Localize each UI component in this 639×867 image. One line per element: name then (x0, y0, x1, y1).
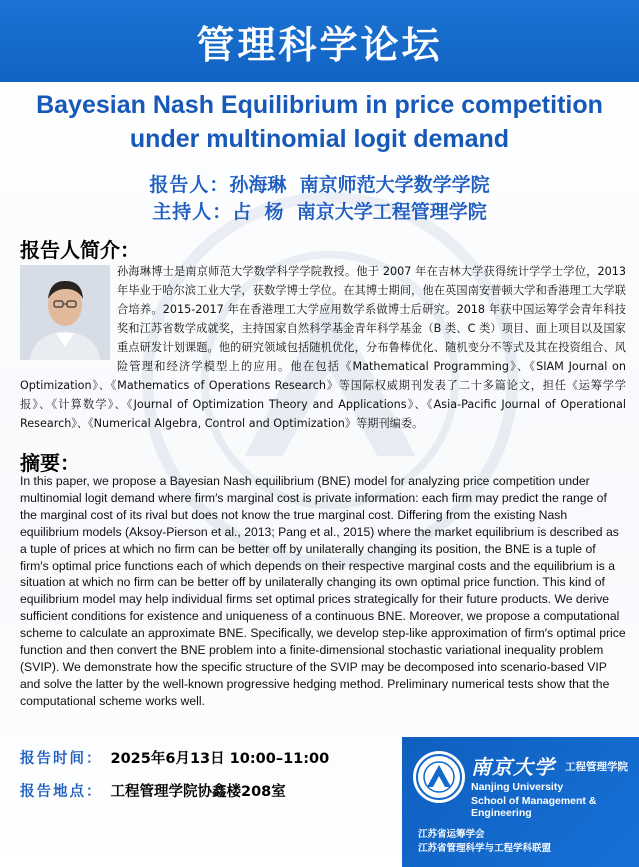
talk-title (0, 88, 639, 156)
photo-spacer (20, 262, 117, 359)
time-row (20, 747, 329, 768)
presenter-value: 孙海琳 南京师范大学数学学院 (229, 174, 490, 196)
talk-title-line-1: Bayesian Nash Equilibrium in price competition (36, 91, 603, 119)
abstract-heading: 摘要： (20, 451, 80, 475)
bio-text: 孙海琳博士是南京师范大学数学科学学院教授。他于 2007 年在吉林大学获得统计学学士学位，2013 年毕业于哈尔滨工业大学，获数学博士学位。在其博士期间，他在英国南安普顿大学和香港理工大学联合培养。2015-2017 年在香港理工大学应用数学系做博士后研究。2018 年获中国运筹学会青年科技奖和江苏省数学成就奖，主持国家自然科学基金青年科学基金（B 类、C 类）项目、面上项目以及国家重点研发计划课题。他的研究领域包括随机优化，分布鲁棒优化、随机变分不等式及其在投资组合、风险管理和经济学模型上的应用。他在包括《Mathematical Programming》、《SIAM Journal on Optimization》、《Mathematics of Operations Research》等国际权威期刊发表了二十多篇论文，担任《运筹学学报》、《计算数学》、《Journal of Optimization Theory and Applications》、《Asia-Pacific Journal of Operational Research》、《Numerical Algebra, Control and Optimization》等期刊编委。 (20, 265, 626, 430)
host-value: 占 杨 南京大学工程管理学院 (232, 201, 487, 223)
time-value: 2025年6月13日 10:00–11:00 (110, 751, 330, 767)
bio-heading: 报告人简介： (20, 238, 140, 262)
logo-university-en: Nanjing University (471, 781, 564, 793)
nju-seal-icon (411, 749, 467, 805)
presenter-label: 报告人： (149, 174, 230, 196)
place-label: 报告地点： (20, 784, 103, 800)
host-label: 主持人： (152, 201, 233, 223)
logo-university-cn: 南京大学 (471, 755, 555, 779)
organizer-1: 江苏省运筹学会 (418, 829, 485, 840)
time-label: 报告时间： (20, 751, 103, 767)
talk-title-line-2: under multinomial logit demand (129, 125, 510, 153)
place-value: 工程管理学院协鑫楼208室 (110, 784, 286, 800)
logo-school-en: School of Management & Engineering (471, 795, 597, 819)
presenter-line (0, 170, 639, 197)
footer (0, 737, 639, 867)
organizer-2: 江苏省管理科学与工程学科联盟 (418, 843, 552, 854)
header-banner (0, 0, 639, 82)
host-line (0, 197, 639, 224)
logo-school-cn: 工程管理学院 (565, 761, 628, 773)
forum-title: 管理科学论坛 (196, 21, 443, 67)
bio-text-block (20, 262, 626, 433)
abstract-text: In this paper, we propose a Bayesian Nash equilibrium (BNE) model for analyzing price competition under multinomial logit demand where firm′s marginal cost is private information: each firm may predict the range of the marginal cost of its rival but does not know the true marginal cost. Differing from the existing Nash equilibrium models (Aksoy-Pierson et al., 2013; Pang et al., 2015) where the market equilibrium is described as a tuple of prices at which no firm can be better off by unilaterally changing its position, the BNE is a tuple of firm′s optimal price functions each of which depends on their respective marginal costs and the equilibrium is a situation at which no firm can be better off by unilaterally changing its own optimal price function. This kind of equilibrium model may help individual firms set optimal prices strategically for their future products. We derive sufficient conditions for existence and uniqueness of a continuous BNE. Moreover, we propose a computational scheme to calculate an approximate BNE. Specifically, we develop step-like approximation of firm′s optimal price function and then convert the BNE problem into a finite-dimensional stochastic variational inequality problem (SVIP). We demonstrate how the specific structure of the SVIP may be decomposed into scenario-based VIP and solve the latter by the well-known progressive hedging method. Preliminary numerical tests show that the computational scheme works well. (20, 474, 626, 708)
place-row (20, 780, 286, 801)
